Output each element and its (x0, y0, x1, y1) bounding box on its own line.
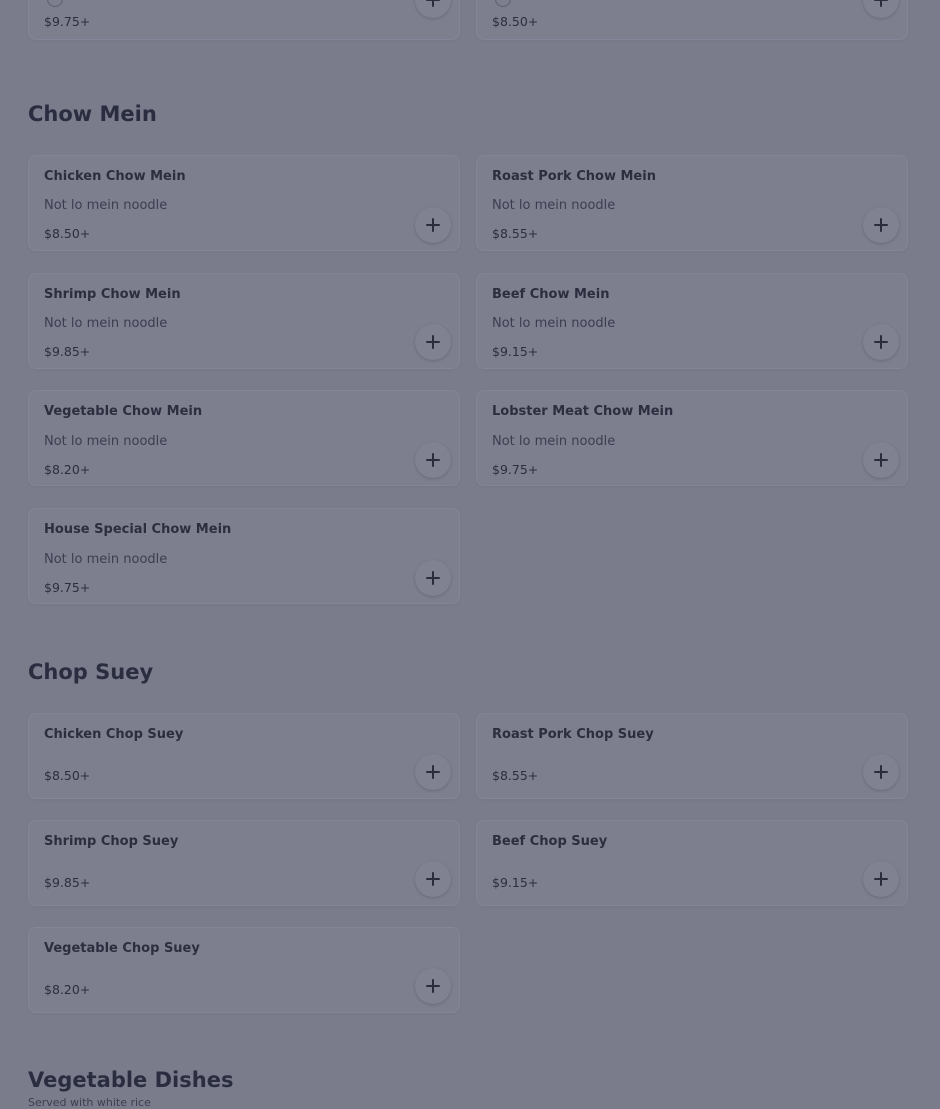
section-title-chop-suey: Chop Suey (28, 660, 154, 684)
item-name: Roast Pork Chop Suey (492, 727, 654, 742)
plus-icon (426, 218, 440, 232)
plus-icon (874, 0, 888, 7)
menu-item-card[interactable] (28, 155, 460, 251)
item-description: Not lo mein noodle (44, 552, 168, 567)
add-item-button[interactable] (415, 560, 451, 596)
add-item-button[interactable] (415, 442, 451, 478)
menu-item-card[interactable] (28, 273, 460, 369)
item-price: $9.75+ (44, 580, 91, 595)
menu-item-card[interactable] (476, 0, 908, 40)
menu-item-card[interactable] (476, 820, 908, 906)
item-name: Vegetable Chop Suey (44, 941, 200, 956)
menu-item-card[interactable] (476, 273, 908, 369)
item-description: Not lo mein noodle (44, 316, 168, 331)
item-price: $9.85+ (44, 344, 91, 359)
menu-item-card[interactable] (28, 713, 460, 799)
add-item-button[interactable] (863, 754, 899, 790)
item-name: Shrimp Chop Suey (44, 834, 179, 849)
menu-item-card[interactable] (476, 155, 908, 251)
item-price: $9.85+ (44, 875, 91, 890)
item-name: Chicken Chow Mein (44, 169, 186, 184)
item-price: $8.55+ (492, 226, 539, 241)
plus-icon (426, 335, 440, 349)
item-name: Beef Chow Mein (492, 287, 610, 302)
item-description: Not lo mein noodle (492, 198, 616, 213)
item-price: $9.75+ (44, 14, 91, 29)
item-price: $8.50+ (492, 14, 539, 29)
menu-item-card[interactable] (28, 927, 460, 1013)
add-item-button[interactable] (415, 0, 451, 18)
add-item-button[interactable] (415, 968, 451, 1004)
plus-icon (426, 979, 440, 993)
item-description: Not lo mein noodle (492, 316, 616, 331)
info-icon (495, 0, 511, 7)
menu-item-card[interactable] (28, 390, 460, 486)
item-name: Lobster Meat Chow Mein (492, 404, 674, 419)
menu-item-card[interactable] (28, 0, 460, 40)
plus-icon (874, 872, 888, 886)
item-price: $9.15+ (492, 344, 539, 359)
item-price: $9.75+ (492, 462, 539, 477)
menu-item-card[interactable] (476, 390, 908, 486)
plus-icon (874, 453, 888, 467)
add-item-button[interactable] (415, 324, 451, 360)
item-name: Chicken Chop Suey (44, 727, 184, 742)
item-description: Not lo mein noodle (44, 434, 168, 449)
item-name: Roast Pork Chow Mein (492, 169, 656, 184)
item-price: $8.50+ (44, 226, 91, 241)
menu-item-card[interactable] (28, 508, 460, 604)
add-item-button[interactable] (863, 324, 899, 360)
plus-icon (426, 453, 440, 467)
item-name: House Special Chow Mein (44, 522, 232, 537)
item-description: Not lo mein noodle (44, 198, 168, 213)
add-item-button[interactable] (415, 207, 451, 243)
section-subtitle: Served with white rice (28, 1096, 151, 1109)
add-item-button[interactable] (415, 861, 451, 897)
menu-item-card[interactable] (28, 820, 460, 906)
item-price: $8.20+ (44, 462, 91, 477)
plus-icon (874, 218, 888, 232)
plus-icon (426, 571, 440, 585)
item-price: $8.55+ (492, 768, 539, 783)
plus-icon (426, 0, 440, 7)
section-title-vegetable-dishes: Vegetable Dishes (28, 1068, 234, 1092)
item-price: $8.20+ (44, 982, 91, 997)
add-item-button[interactable] (863, 207, 899, 243)
item-price: $9.15+ (492, 875, 539, 890)
add-item-button[interactable] (863, 861, 899, 897)
menu-item-card[interactable] (476, 713, 908, 799)
info-icon (47, 0, 63, 7)
item-name: Shrimp Chow Mein (44, 287, 181, 302)
item-description: Not lo mein noodle (492, 434, 616, 449)
item-name: Beef Chop Suey (492, 834, 608, 849)
section-title-chow-mein: Chow Mein (28, 102, 157, 126)
add-item-button[interactable] (415, 754, 451, 790)
add-item-button[interactable] (863, 0, 899, 18)
plus-icon (426, 765, 440, 779)
add-item-button[interactable] (863, 442, 899, 478)
plus-icon (426, 872, 440, 886)
plus-icon (874, 765, 888, 779)
item-name: Vegetable Chow Mein (44, 404, 203, 419)
item-price: $8.50+ (44, 768, 91, 783)
plus-icon (874, 335, 888, 349)
